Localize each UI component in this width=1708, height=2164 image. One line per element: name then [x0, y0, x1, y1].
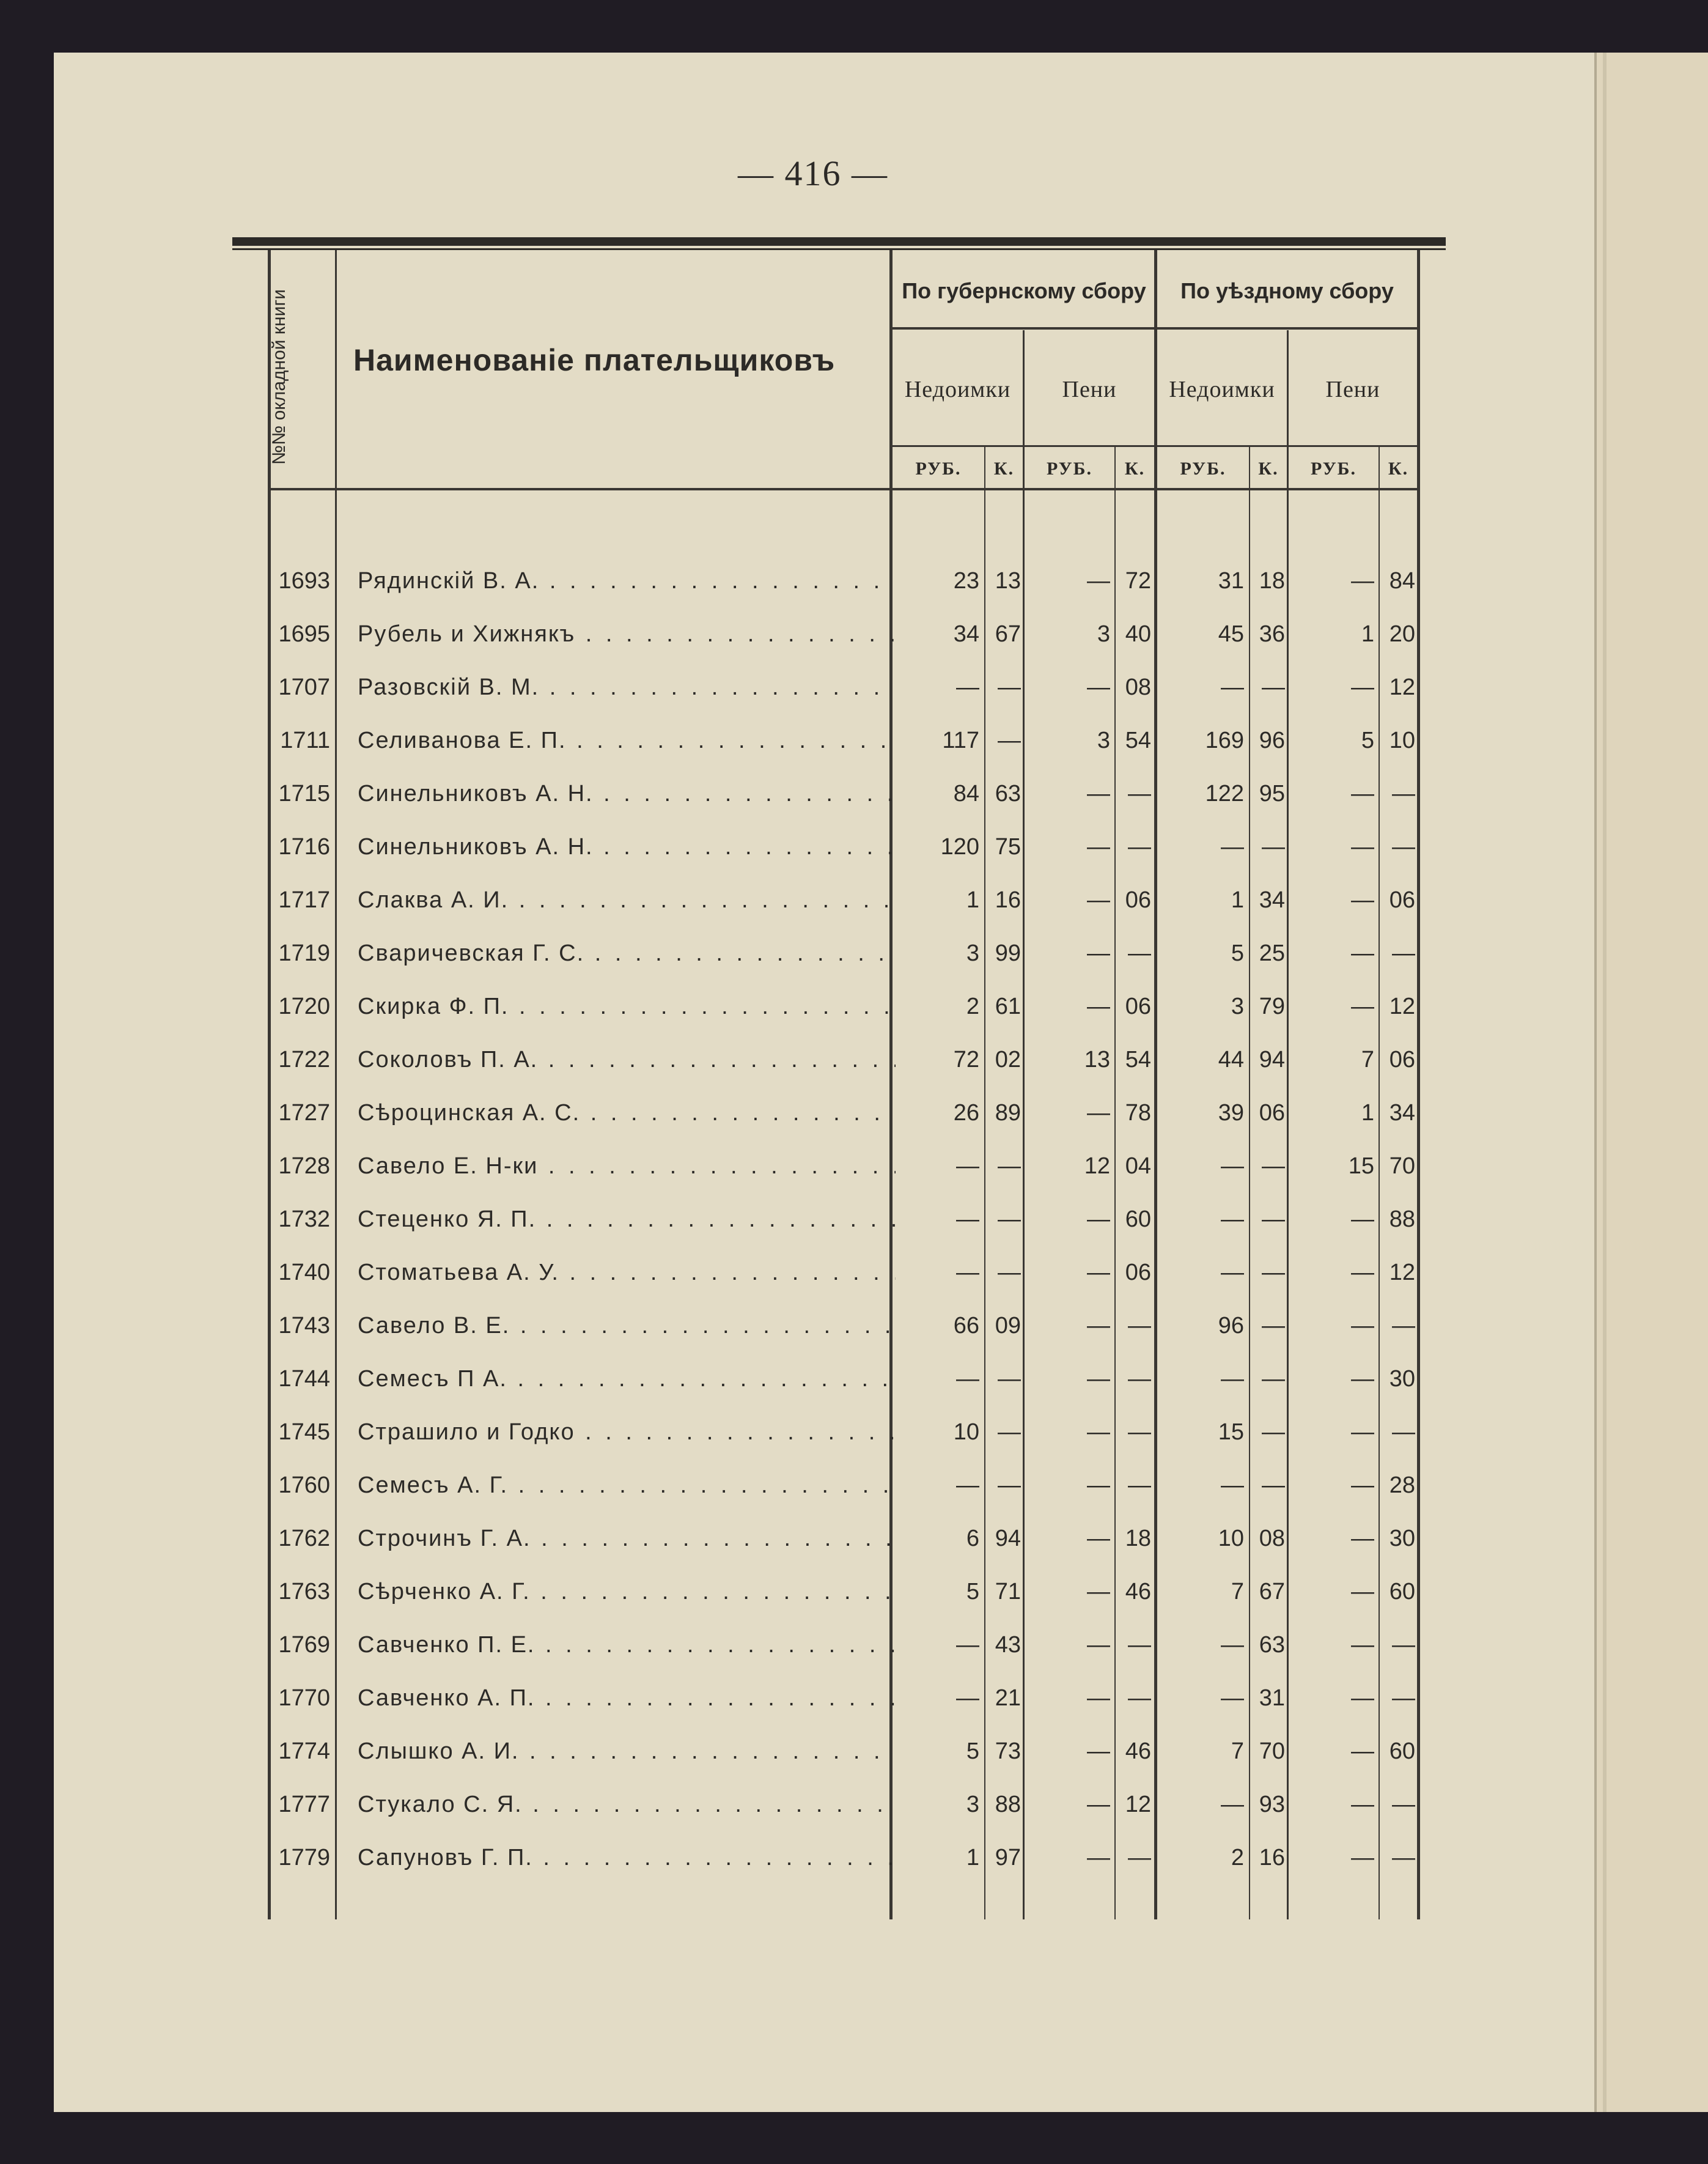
u-penalty-rub: — [1351, 940, 1374, 966]
u-arrears-kop: — [1262, 1472, 1285, 1498]
table-row [0, 1461, 1541, 1510]
book-number: 1744 [278, 1366, 330, 1392]
payer-name: Стеценко Я. П. . . . [358, 1195, 896, 1244]
u-arrears-kop: 34 [1259, 887, 1285, 913]
book-number: 1769 [278, 1632, 330, 1658]
payer-name: Соколовъ П. А. . . . [358, 1035, 896, 1084]
g-penalty-rub: — [1087, 1472, 1110, 1498]
u-penalty-kop: 06 [1389, 1047, 1415, 1073]
g-penalty-rub: — [1087, 1792, 1110, 1817]
g-penalty-rub: — [1087, 781, 1110, 807]
g-penalty-rub: — [1087, 1685, 1110, 1711]
u-penalty-rub: — [1351, 994, 1374, 1019]
u-penalty-rub: 1 [1361, 1100, 1374, 1126]
g-penalty-rub: 3 [1097, 621, 1110, 647]
g-arrears-rub: 66 [953, 1313, 979, 1339]
g-penalty-kop: — [1128, 940, 1151, 966]
g-arrears-rub: 6 [966, 1526, 979, 1551]
g-penalty-rub: — [1087, 834, 1110, 860]
table-row [0, 929, 1541, 978]
table-row [0, 1035, 1541, 1084]
u-penalty-rub: — [1351, 1792, 1374, 1817]
g-penalty-rub: — [1087, 1419, 1110, 1445]
u-arrears-kop: — [1262, 1313, 1285, 1339]
u-penalty-rub: — [1351, 1632, 1374, 1658]
g-arrears-header: Недоимки [904, 377, 1011, 402]
header-rule-subgroups [893, 445, 1418, 447]
g-penalty-kop: 18 [1125, 1526, 1151, 1551]
g-arrears-rub: 23 [953, 568, 979, 594]
u-penalty-kop: 12 [1389, 674, 1415, 700]
g-penalty-kop: — [1128, 834, 1151, 860]
u-arrears-rub: — [1221, 1366, 1244, 1392]
table-row [0, 663, 1541, 712]
payer-name: Сѣрченко А. Г. . . . [358, 1567, 896, 1616]
u-arrears-kop: — [1262, 674, 1285, 700]
u-penalty-rub: — [1351, 781, 1374, 807]
g-arrears-kop: — [998, 1153, 1021, 1179]
u-penalty-rub: — [1351, 1260, 1374, 1285]
book-number: 1774 [278, 1738, 330, 1764]
u-penalty-rub: — [1351, 1313, 1374, 1339]
g-n-kop-header: К. [993, 459, 1015, 479]
u-arrears-kop: 31 [1259, 1685, 1285, 1711]
g-penalty-rub: — [1087, 1260, 1110, 1285]
u-arrears-rub: 169 [1205, 728, 1244, 753]
g-arrears-kop: — [998, 728, 1021, 753]
u-n-rub-header: РУБ. [1180, 459, 1226, 479]
u-arrears-kop: — [1262, 1366, 1285, 1392]
u-arrears-rub: 15 [1218, 1419, 1244, 1445]
g-arrears-rub: 120 [940, 834, 979, 860]
header-rule-groups [893, 327, 1418, 330]
payer-name: Разовскій В. М. . . . [358, 663, 896, 712]
u-penalty-kop: — [1392, 834, 1415, 860]
g-arrears-kop: 73 [995, 1738, 1021, 1764]
header-rule-bottom [271, 488, 1418, 490]
g-arrears-kop: 75 [995, 834, 1021, 860]
table-row [0, 822, 1541, 871]
payer-name: Савело Е. Н-ки . . . [358, 1142, 896, 1191]
g-arrears-kop: — [998, 1206, 1021, 1232]
g-arrears-kop: 63 [995, 781, 1021, 807]
u-penalty-rub: — [1351, 1419, 1374, 1445]
book-number: 1727 [278, 1100, 330, 1126]
g-arrears-kop: 09 [995, 1313, 1021, 1339]
g-arrears-rub: 5 [966, 1579, 979, 1605]
book-number: 1732 [278, 1206, 330, 1232]
book-number: 1715 [278, 781, 330, 807]
u-arrears-rub: 1 [1231, 887, 1244, 913]
book-number: 1722 [278, 1047, 330, 1073]
u-penalty-rub: — [1351, 1206, 1374, 1232]
g-n-rub-header: РУБ. [915, 459, 962, 479]
g-penalty-kop: — [1128, 1419, 1151, 1445]
g-arrears-kop: — [998, 674, 1021, 700]
table-row [0, 1514, 1541, 1563]
u-penalty-rub: — [1351, 1526, 1374, 1551]
g-penalty-kop: 46 [1125, 1579, 1151, 1605]
g-penalty-rub: 3 [1097, 728, 1110, 753]
payer-name: Савченко П. Е. . . . [358, 1620, 896, 1669]
u-penalty-kop: — [1392, 1632, 1415, 1658]
u-arrears-kop: 06 [1259, 1100, 1285, 1126]
page-number: — 416 — [738, 153, 888, 193]
u-p-rub-header: РУБ. [1311, 459, 1356, 479]
u-penalty-kop: 70 [1389, 1153, 1415, 1179]
payer-name: Строчинъ Г. А. . . . [358, 1514, 896, 1563]
g-penalty-rub: — [1087, 1100, 1110, 1126]
table-row [0, 716, 1541, 765]
u-arrears-kop: — [1262, 834, 1285, 860]
u-penalty-header: Пени [1325, 377, 1380, 402]
u-penalty-rub: 15 [1348, 1153, 1374, 1179]
u-arrears-kop: 70 [1259, 1738, 1285, 1764]
g-arrears-rub: 5 [966, 1738, 979, 1764]
book-number: 1777 [278, 1792, 330, 1817]
g-arrears-rub: 34 [953, 621, 979, 647]
g-arrears-kop: 89 [995, 1100, 1021, 1126]
u-penalty-kop: 84 [1389, 568, 1415, 594]
g-penalty-rub: — [1087, 1738, 1110, 1764]
g-arrears-rub: 72 [953, 1047, 979, 1073]
book-number: 1770 [278, 1685, 330, 1711]
g-p-kop-header: К. [1124, 459, 1146, 479]
u-arrears-kop: 08 [1259, 1526, 1285, 1551]
g-arrears-kop: 67 [995, 621, 1021, 647]
g-arrears-kop: 02 [995, 1047, 1021, 1073]
u-penalty-rub: — [1351, 1738, 1374, 1764]
g-penalty-kop: — [1128, 1845, 1151, 1870]
g-arrears-rub: 10 [953, 1419, 979, 1445]
book-number: 1719 [278, 940, 330, 966]
g-penalty-rub: — [1087, 887, 1110, 913]
table-row [0, 1567, 1541, 1616]
u-arrears-rub: 7 [1231, 1579, 1244, 1605]
g-penalty-kop: 12 [1125, 1792, 1151, 1817]
u-arrears-rub: — [1221, 1685, 1244, 1711]
book-number-header: №№ окладной книги [269, 289, 289, 465]
u-penalty-kop: — [1392, 1845, 1415, 1870]
u-penalty-kop: 12 [1389, 994, 1415, 1019]
g-arrears-rub: 2 [966, 994, 979, 1019]
u-penalty-kop: — [1392, 781, 1415, 807]
g-penalty-rub: — [1087, 1206, 1110, 1232]
u-arrears-rub: 96 [1218, 1313, 1244, 1339]
book-number: 1716 [278, 834, 330, 860]
u-arrears-kop: 36 [1259, 621, 1285, 647]
u-penalty-kop: 10 [1389, 728, 1415, 753]
u-penalty-kop: 60 [1389, 1579, 1415, 1605]
payer-name-header: Наименованіе плательщиковъ [353, 343, 836, 377]
payer-name: Сваричевская Г. С. . . . [358, 929, 896, 978]
g-arrears-rub: 3 [966, 940, 979, 966]
u-penalty-rub: — [1351, 887, 1374, 913]
u-penalty-kop: 12 [1389, 1260, 1415, 1285]
u-penalty-kop: — [1392, 1792, 1415, 1817]
payer-name: Семесъ А. Г. . . . [358, 1461, 896, 1510]
table-row [0, 1354, 1541, 1403]
u-n-kop-header: К. [1258, 459, 1279, 479]
table-row [0, 1833, 1541, 1882]
g-penalty-header: Пени [1062, 377, 1117, 402]
book-number: 1695 [278, 621, 330, 647]
u-arrears-rub: — [1221, 834, 1244, 860]
u-arrears-kop: 93 [1259, 1792, 1285, 1817]
u-arrears-kop: 16 [1259, 1845, 1285, 1870]
u-arrears-rub: — [1221, 1260, 1244, 1285]
u-penalty-kop: 88 [1389, 1206, 1415, 1232]
book-number: 1711 [280, 728, 330, 753]
table-row [0, 1301, 1541, 1350]
table-row [0, 1142, 1541, 1191]
g-arrears-rub: — [956, 1153, 979, 1179]
u-arrears-rub: 39 [1218, 1100, 1244, 1126]
u-penalty-kop: 20 [1389, 621, 1415, 647]
u-penalty-kop: 34 [1389, 1100, 1415, 1126]
u-arrears-kop: 79 [1259, 994, 1285, 1019]
payer-name: Синельниковъ А. Н. . . . [358, 822, 896, 871]
u-penalty-rub: 1 [1361, 621, 1374, 647]
u-arrears-rub: 122 [1205, 781, 1244, 807]
table-row [0, 1620, 1541, 1669]
g-penalty-kop: 08 [1125, 674, 1151, 700]
g-penalty-rub: — [1087, 1579, 1110, 1605]
u-arrears-rub: 45 [1218, 621, 1244, 647]
table-row [0, 1780, 1541, 1829]
u-arrears-rub: 7 [1231, 1738, 1244, 1764]
g-arrears-rub: 84 [953, 781, 979, 807]
g-penalty-kop: — [1128, 1685, 1151, 1711]
book-number: 1743 [278, 1313, 330, 1339]
table-row [0, 982, 1541, 1031]
g-arrears-rub: — [956, 1632, 979, 1658]
g-arrears-rub: 117 [942, 728, 979, 753]
u-arrears-kop: 18 [1259, 568, 1285, 594]
g-arrears-rub: 1 [966, 887, 979, 913]
u-arrears-kop: — [1262, 1206, 1285, 1232]
u-arrears-rub: 2 [1231, 1845, 1244, 1870]
g-arrears-kop: — [998, 1366, 1021, 1392]
u-arrears-rub: — [1221, 674, 1244, 700]
payer-name: Сѣроцинская А. С. . . . [358, 1088, 896, 1137]
g-penalty-rub: — [1087, 1313, 1110, 1339]
book-number: 1762 [278, 1526, 330, 1551]
g-penalty-rub: — [1087, 994, 1110, 1019]
u-arrears-kop: 63 [1259, 1632, 1285, 1658]
table-row [0, 1195, 1541, 1244]
g-penalty-rub: 12 [1084, 1153, 1110, 1179]
g-penalty-kop: 04 [1125, 1153, 1151, 1179]
g-penalty-rub: — [1087, 1366, 1110, 1392]
payer-name: Сапуновъ Г. П. . . . [358, 1833, 896, 1882]
payer-name: Страшило и Годко . . . [358, 1408, 896, 1457]
g-penalty-rub: — [1087, 568, 1110, 594]
u-arrears-rub: — [1221, 1792, 1244, 1817]
u-arrears-kop: 67 [1259, 1579, 1285, 1605]
book-number: 1763 [278, 1579, 330, 1605]
u-arrears-rub: 3 [1231, 994, 1244, 1019]
u-penalty-rub: — [1351, 1685, 1374, 1711]
u-arrears-kop: 95 [1259, 781, 1285, 807]
district-levy-header: По уѣздному сбору [1180, 278, 1394, 303]
u-penalty-kop: 30 [1389, 1366, 1415, 1392]
g-arrears-rub: — [956, 1260, 979, 1285]
u-penalty-kop: — [1392, 1419, 1415, 1445]
g-arrears-kop: 71 [995, 1579, 1021, 1605]
u-arrears-kop: — [1262, 1153, 1285, 1179]
u-penalty-rub: — [1351, 1845, 1374, 1870]
g-arrears-rub: 26 [953, 1100, 979, 1126]
payer-name: Савченко А. П. . . . [358, 1674, 896, 1723]
g-arrears-rub: — [956, 1366, 979, 1392]
u-arrears-kop: 96 [1259, 728, 1285, 753]
g-arrears-rub: — [956, 1206, 979, 1232]
g-penalty-kop: — [1128, 781, 1151, 807]
u-penalty-rub: — [1351, 1366, 1374, 1392]
u-arrears-rub: 44 [1218, 1047, 1244, 1073]
g-arrears-kop: — [998, 1260, 1021, 1285]
u-penalty-rub: — [1351, 1579, 1374, 1605]
g-penalty-kop: 06 [1125, 1260, 1151, 1285]
g-penalty-kop: 78 [1125, 1100, 1151, 1126]
u-arrears-rub: — [1221, 1472, 1244, 1498]
provincial-levy-header: По губернскому сбору [902, 278, 1146, 303]
payer-name: Савело В. Е. . . . [358, 1301, 896, 1350]
g-arrears-rub: 1 [966, 1845, 979, 1870]
u-arrears-rub: 31 [1218, 568, 1244, 594]
g-arrears-kop: 94 [995, 1526, 1021, 1551]
u-penalty-rub: — [1351, 1472, 1374, 1498]
table-top-rule-thin [232, 248, 1446, 250]
u-arrears-kop: 94 [1259, 1047, 1285, 1073]
g-penalty-kop: 06 [1125, 887, 1151, 913]
u-penalty-kop: 60 [1389, 1738, 1415, 1764]
u-penalty-kop: 28 [1389, 1472, 1415, 1498]
facing-page-edge [1594, 53, 1708, 2112]
u-arrears-rub: 5 [1231, 940, 1244, 966]
u-penalty-kop: — [1392, 1313, 1415, 1339]
g-penalty-rub: — [1087, 1845, 1110, 1870]
u-arrears-header: Недоимки [1169, 377, 1275, 402]
g-arrears-kop: 43 [995, 1632, 1021, 1658]
g-arrears-rub: 3 [966, 1792, 979, 1817]
g-penalty-rub: — [1087, 1526, 1110, 1551]
payer-name: Стоматьева А. У. . . . [358, 1248, 896, 1297]
book-number: 1707 [278, 674, 330, 700]
payer-name: Рубель и Хижнякъ . . . [358, 610, 896, 659]
g-penalty-rub: — [1087, 940, 1110, 966]
u-penalty-kop: 30 [1389, 1526, 1415, 1551]
payer-name: Селиванова Е. П. . . . [358, 716, 896, 765]
u-arrears-rub: — [1221, 1632, 1244, 1658]
book-number: 1693 [278, 568, 330, 594]
u-penalty-rub: 7 [1361, 1047, 1374, 1073]
payer-name: Рядинскій В. А. . . . [358, 556, 896, 605]
u-arrears-rub: — [1221, 1206, 1244, 1232]
u-penalty-rub: 5 [1361, 728, 1374, 753]
g-penalty-kop: 54 [1125, 1047, 1151, 1073]
book-number: 1745 [278, 1419, 330, 1445]
g-penalty-kop: 46 [1125, 1738, 1151, 1764]
g-arrears-kop: — [998, 1419, 1021, 1445]
u-arrears-kop: — [1262, 1419, 1285, 1445]
g-arrears-kop: 97 [995, 1845, 1021, 1870]
payer-name: Стукало С. Я. . . . [358, 1780, 896, 1829]
payer-name: Слышко А. И. . . . [358, 1727, 896, 1776]
g-arrears-kop: 21 [995, 1685, 1021, 1711]
g-penalty-kop: 40 [1125, 621, 1151, 647]
g-p-rub-header: РУБ. [1047, 459, 1092, 479]
book-number: 1779 [278, 1845, 330, 1870]
u-arrears-kop: 25 [1259, 940, 1285, 966]
book-number: 1728 [278, 1153, 330, 1179]
u-penalty-kop: — [1392, 940, 1415, 966]
g-penalty-kop: 06 [1125, 994, 1151, 1019]
g-arrears-kop: 99 [995, 940, 1021, 966]
payer-name: Слаква А. И. . . . [358, 876, 896, 925]
g-arrears-kop: 88 [995, 1792, 1021, 1817]
table-row [0, 1727, 1541, 1776]
payer-name: Синельниковъ А. Н. . . . [358, 769, 896, 818]
book-number: 1760 [278, 1472, 330, 1498]
table-top-rule [232, 237, 1446, 246]
g-penalty-rub: 13 [1084, 1047, 1110, 1073]
u-penalty-kop: 06 [1389, 887, 1415, 913]
u-arrears-rub: 10 [1218, 1526, 1244, 1551]
u-penalty-rub: — [1351, 834, 1374, 860]
g-arrears-kop: 16 [995, 887, 1021, 913]
table-row [0, 1248, 1541, 1297]
table-row [0, 769, 1541, 818]
payer-name: Семесъ П А. . . . [358, 1354, 896, 1403]
g-penalty-rub: — [1087, 674, 1110, 700]
g-arrears-rub: — [956, 674, 979, 700]
table-row [0, 610, 1541, 659]
g-penalty-kop: — [1128, 1313, 1151, 1339]
u-penalty-rub: — [1351, 674, 1374, 700]
g-penalty-rub: — [1087, 1632, 1110, 1658]
table-row [0, 556, 1541, 605]
u-p-kop-header: К. [1388, 459, 1409, 479]
table-row [0, 1088, 1541, 1137]
g-penalty-kop: — [1128, 1472, 1151, 1498]
book-number: 1740 [278, 1260, 330, 1285]
book-number: 1717 [278, 887, 330, 913]
u-penalty-rub: — [1351, 568, 1374, 594]
book-number: 1720 [278, 994, 330, 1019]
g-penalty-kop: — [1128, 1632, 1151, 1658]
g-penalty-kop: 72 [1125, 568, 1151, 594]
g-arrears-rub: — [956, 1685, 979, 1711]
g-penalty-kop: 54 [1125, 728, 1151, 753]
payer-name: Скирка Ф. П. . . . [358, 982, 896, 1031]
table-row [0, 876, 1541, 925]
table-row [0, 1408, 1541, 1457]
g-arrears-kop: 13 [995, 568, 1021, 594]
g-arrears-kop: 61 [995, 994, 1021, 1019]
u-arrears-kop: — [1262, 1260, 1285, 1285]
g-penalty-kop: — [1128, 1366, 1151, 1392]
g-arrears-rub: — [956, 1472, 979, 1498]
g-arrears-kop: — [998, 1472, 1021, 1498]
u-penalty-kop: — [1392, 1685, 1415, 1711]
table-row [0, 1674, 1541, 1723]
g-penalty-kop: 60 [1125, 1206, 1151, 1232]
u-arrears-rub: — [1221, 1153, 1244, 1179]
